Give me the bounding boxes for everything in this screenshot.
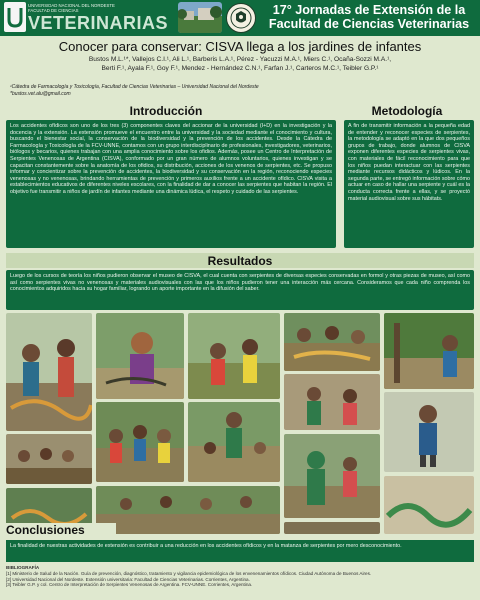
authors-line1: Bustos M.L.¹*, Vallejos C.I.¹, Ali L.¹, Barberis L.A.¹, Pérez - Yacuzzi M.A.¹, Miers C.¹, Ocaña-Sozzi M.A.¹, xyxy=(88,56,392,63)
unne-logo-icon xyxy=(6,5,24,29)
photo-outdoor-group xyxy=(96,486,280,534)
intro-heading: Introducción xyxy=(129,104,203,118)
results-heading: Resultados xyxy=(207,254,273,268)
photo-snake-costume xyxy=(284,434,380,518)
authors xyxy=(20,55,460,73)
seal-emblem-icon xyxy=(229,6,253,30)
faculty-university-line: UNIVERSIDAD NACIONAL DEL NORDESTE xyxy=(28,3,115,8)
faculty-branding xyxy=(28,3,178,33)
photo-group-park xyxy=(96,402,184,482)
photo-girl-costume xyxy=(96,313,184,399)
authors-line2: Berti F.¹, Ayala F.¹, Goy F.¹, Mendez - Hernández C.N.¹, Farfan J.¹, Carteros M.C.¹, Teibler G.P.¹ xyxy=(101,65,379,72)
photo-dressed-performer xyxy=(284,374,380,430)
photo-child-boots xyxy=(384,392,474,472)
faculty-line: FACULTAD DE CIENCIAS xyxy=(28,8,79,13)
university-logo xyxy=(4,2,26,32)
photo-tree-kids xyxy=(384,313,474,389)
conclusions-text: La finalidad de nuestras actividades de extensión es contribuir a una reducción en los accidentes ofídicos y en la matanza de serpientes por mero desconocimiento. xyxy=(6,540,474,562)
faculty-seal xyxy=(226,3,256,33)
photo-snake-handling xyxy=(284,313,380,371)
method-heading: Metodología xyxy=(371,104,443,118)
photo-strip-bottom xyxy=(284,522,380,534)
affiliation-block xyxy=(10,84,470,98)
bibliography-heading: BIBLIOGRAFÍA xyxy=(6,565,40,570)
method-text: A fin de transmitir información a la pequeña edad de entender y reconocer especies de serpientes, la metodología se adaptó en la que dos pequeños grupos de trabajo, donde alumnos de CISVA exponen diferentes especies de serpientes vivas, con materiales de fácil reconocimiento para que los niños puedan interactuar con las serpientes mediante recursos didácticos y lúdicos. En la segunda parte, se entregó información sobre cómo actuar en caso de hallar una serpiente y cuál es la conducta correcta frente a ellas, y se proyectó material audiovisual sobre sus hábitats. xyxy=(344,120,474,248)
conclusions-heading: Conclusiones xyxy=(6,523,116,537)
contact-email: *bustos.vet.alu@gmail.com xyxy=(10,91,71,97)
affiliation: ¹Cátedra de Farmacología y Toxicología, Facultad de Ciencias Veterinarias – Universidad Nacional del Nordeste xyxy=(10,84,259,90)
bibliography xyxy=(6,565,474,588)
photo-kids-outdoor xyxy=(188,313,280,399)
photo-kids-snake xyxy=(6,313,92,431)
faculty-name: VETERINARIAS xyxy=(28,13,169,33)
photo-snake-mural xyxy=(384,476,474,534)
event-title-line1: 17° Jornadas de Extensión de la xyxy=(272,3,466,17)
photo-teacher-children xyxy=(188,402,280,482)
poster-title: Conocer para conservar: CISVA llega a los jardines de infantes xyxy=(58,39,422,54)
bibliography-item: [1] Ministerio de Salud de la Nación. Guía de prevención, diagnóstico, tratamiento y vigilancia epidemiológica de los envenenamientos ofídicos. Ciudad Autónoma de Buenos Aires. xyxy=(6,570,372,576)
intro-text: Los accidentes ofídicos son uno de los tres (3) componentes claves del accionar de la universidad (I+D) en la investigación y la docencia y la extensión. La extensión promueve el encuentro entre la universidad y la sociedad mediante el conocimiento y cultura, buscando el bienestar social, la conservación de la biodiversidad y la prevención de los accidentes. Desde la Cátedra de Farmacología y Toxicología de la FCV-UNNE, contamos con un grupo interdisciplinario de profesionales, investigadores, veterinarios, biólogos y becarios, quienes trabajan con una amplia conocimiento sobre los ofidios. Además, posee un Centro de Interpretación de Serpientes Venenosas de Argentina (CISVA), conformado por un gran número de alumnos voluntarios, quienes investigan y se capacitan constantemente sobre la anatomía de los ofidios, su distribución, acciones de los venenos de serpientes, etc. Se propuso informar y concientizar sobre la prevención de accidentes, la biodiversidad y su conservación en la región, reconociendo especies venenosas y no venenosas, brindando herramientas de prevención y primeros auxilios frente a un accidente ofídico. CISVA visita a establecimientos educativos de diferentes niveles escolares, con la finalidad de dar a conocer las serpientes que habitan la región. El objetivo fue transmitir a niños de jardín de infantes mediante una dinámica lúdica, el respeto y cuidado de las serpientes. xyxy=(6,120,336,248)
results-text: Luego de los cursos de teoría los niños pudieron observar el museo de CISVA, el cual cuenta con serpientes de diversas especies conservadas en formol y otras piezas de museo, así como así como serpientes vivas no venenosas y materiales audiovisuales con las que los niños pudieron tener una interacción más cercana. Consideramos que cada niño comprenda los conocimientos adquiridos hacia su hogar familiar, logrando un aporte importante en la difusión del saber. xyxy=(6,270,474,310)
campus-photo xyxy=(178,2,222,33)
bibliography-item: [3] Teibler G.P. y col. Centro de Interpretación de Serpientes Venenosas de Argentina. FCV-UNNE. Corrientes, Argentina. xyxy=(6,582,253,588)
photo-classroom xyxy=(6,434,92,484)
event-title-line2: Facultad de Ciencias Veterinarias xyxy=(268,17,470,31)
event-title xyxy=(262,3,476,33)
bibliography-item: [2] Universidad Nacional del Nordeste. Extensión universitaria: Facultad de Ciencias Veterinarias. Corrientes, Argentina. xyxy=(6,576,250,582)
